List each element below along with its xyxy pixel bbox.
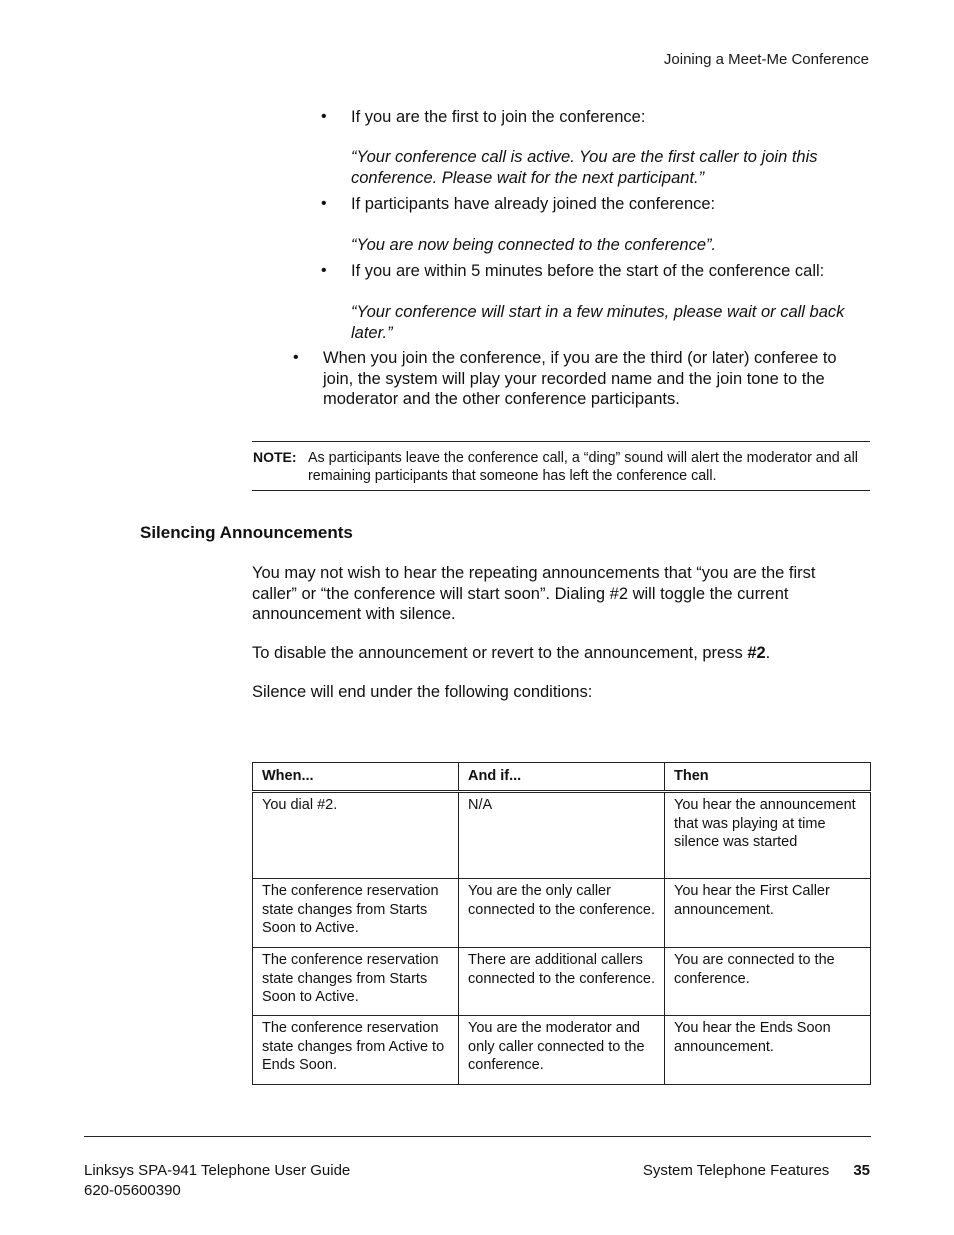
paragraph-disable [252, 643, 852, 664]
footer-doc-number: 620-05600390 [84, 1181, 181, 1199]
quote-first-caller: “Your conference call is active. You are the first caller to join this conference. Please wait for the next participant.” [351, 148, 818, 187]
table-cell: You dial #2. [253, 792, 459, 879]
note-box [252, 441, 870, 491]
section-heading: Silencing Announcements [140, 523, 353, 542]
note-label: NOTE: [253, 449, 297, 465]
bullet-marker: • [321, 262, 327, 279]
table-cell: You hear the First Caller announcement. [665, 879, 871, 948]
paragraph-disable-text: To disable the announcement or revert to the announcement, press [252, 644, 748, 662]
table-cell: You hear the announcement that was playing at time silence was started [665, 792, 871, 879]
table-row [253, 948, 871, 1016]
table-cell: The conference reservation state changes from Starts Soon to Active. [253, 948, 459, 1016]
table-row [253, 1016, 871, 1085]
footer-chapter: System Telephone Features [642, 1162, 830, 1179]
table-header-row [253, 763, 871, 792]
column-header-and-if: And if... [459, 763, 665, 792]
bullet-third-conferee: When you join the conference, if you are the third (or later) conferee to join, the system will play your recorded name and the join tone to the moderator and the other conference participants. [323, 349, 837, 408]
table-cell: You are the moderator and only caller connected to the conference. [459, 1016, 665, 1085]
table-cell: You hear the Ends Soon announcement. [665, 1016, 871, 1085]
table-row [253, 879, 871, 948]
column-header-when: When... [253, 763, 459, 792]
table-cell: The conference reservation state changes from Active to Ends Soon. [253, 1016, 459, 1085]
running-header-title: Joining a Meet-Me Conference [663, 51, 869, 68]
bullet-marker: • [321, 108, 327, 125]
note-text: As participants leave the conference call, a “ding” sound will alert the moderator and all remaining participants that someone has left the conference call. [308, 450, 858, 484]
bullet-first-join: If you are the first to join the conference: [351, 108, 646, 126]
quote-being-connected: “You are now being connected to the conference”. [351, 236, 717, 254]
quote-will-start: “Your conference will start in a few minutes, please wait or call back later.” [351, 303, 845, 342]
bullet-within-five-minutes: If you are within 5 minutes before the start of the conference call: [351, 262, 825, 280]
column-header-then: Then [665, 763, 871, 792]
table-cell: You are the only caller connected to the conference. [459, 879, 665, 948]
table-cell: You are connected to the conference. [665, 948, 871, 1016]
bullet-marker: • [293, 349, 299, 366]
footer-right [643, 1161, 870, 1181]
bullet-marker: • [321, 195, 327, 212]
paragraph-conditions: Silence will end under the following conditions: [252, 683, 593, 701]
paragraph-disable-end: . [765, 644, 771, 662]
key-sequence: #2 [747, 644, 766, 662]
table-cell: The conference reservation state changes from Starts Soon to Active. [253, 879, 459, 948]
table-cell: There are additional callers connected to the conference. [459, 948, 665, 1016]
table-row [253, 792, 871, 879]
page-number: 35 [853, 1162, 870, 1179]
footer-guide-title: Linksys SPA-941 Telephone User Guide [84, 1162, 351, 1179]
footer-divider [84, 1136, 871, 1137]
table-cell: N/A [459, 792, 665, 879]
silence-conditions-table [252, 762, 871, 1085]
footer-left [84, 1161, 350, 1200]
paragraph-intro: You may not wish to hear the repeating announcements that “you are the first caller” or “the conference will start soon”. Dialing #2 will toggle the current announcement with silence. [252, 564, 816, 623]
bullet-already-joined: If participants have already joined the conference: [351, 195, 716, 213]
